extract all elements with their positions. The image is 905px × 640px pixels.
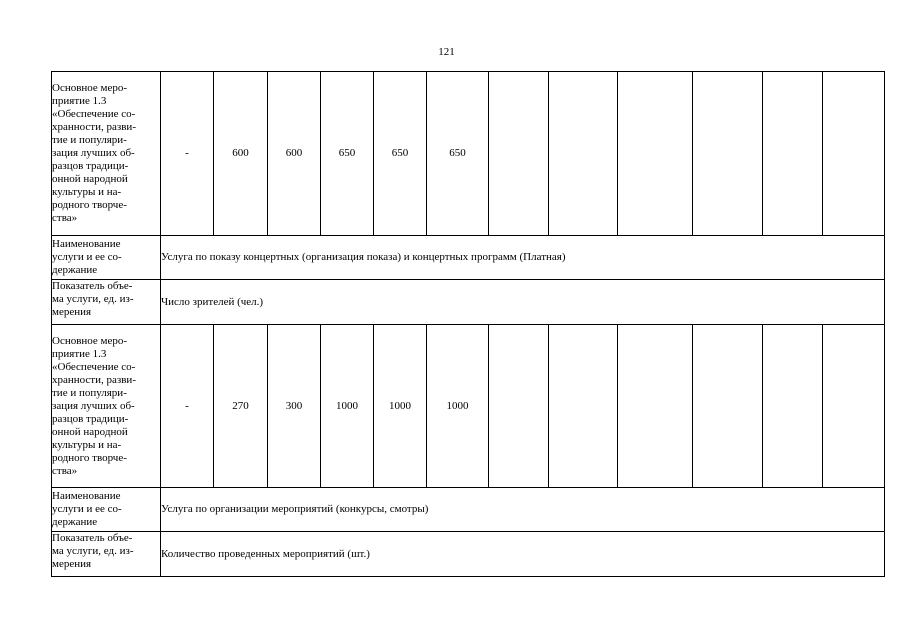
value-cell: -	[161, 72, 214, 236]
service-name-row	[52, 488, 885, 532]
empty-cell	[489, 72, 549, 236]
indicator-text: Число зрителей (чел.)	[161, 280, 885, 325]
empty-cell	[489, 325, 549, 488]
empty-cell	[823, 325, 885, 488]
value-cell: 600	[268, 72, 321, 236]
value-cell: 650	[374, 72, 427, 236]
value-cell: 650	[321, 72, 374, 236]
indicator-row	[52, 532, 885, 577]
service-name-text: Услуга по организации мероприятий (конкурсы, смотры)	[161, 488, 885, 532]
service-name-label: Наименование услуги и ее со- держание	[52, 236, 161, 280]
value-cell: 270	[214, 325, 268, 488]
empty-cell	[618, 325, 693, 488]
event-row	[52, 72, 885, 236]
event-label: Основное меро- приятие 1.3 «Обеспечение со- хранности, разви- тие и популяри- зация лучших об- разцов традици- онной народной культуры и на- родного творче- ства»	[52, 325, 161, 488]
service-name-row	[52, 236, 885, 280]
indicator-label: Показатель объе- ма услуги, ед. из- мерения	[52, 280, 161, 325]
value-cell: 1000	[321, 325, 374, 488]
indicator-label: Показатель объе- ма услуги, ед. из- мерения	[52, 532, 161, 577]
empty-cell	[823, 72, 885, 236]
empty-cell	[693, 325, 763, 488]
event-label: Основное меро- приятие 1.3 «Обеспечение со- хранности, разви- тие и популяри- зация лучших об- разцов традици- онной народной культуры и на- родного творче- ства»	[52, 72, 161, 236]
value-cell: 1000	[427, 325, 489, 488]
value-cell: 300	[268, 325, 321, 488]
services-table	[51, 71, 885, 577]
empty-cell	[618, 72, 693, 236]
empty-cell	[693, 72, 763, 236]
value-cell: -	[161, 325, 214, 488]
service-name-text: Услуга по показу концертных (организация показа) и концертных программ (Платная)	[161, 236, 885, 280]
empty-cell	[549, 72, 618, 236]
service-name-label: Наименование услуги и ее со- держание	[52, 488, 161, 532]
event-row	[52, 325, 885, 488]
empty-cell	[549, 325, 618, 488]
value-cell: 1000	[374, 325, 427, 488]
value-cell: 600	[214, 72, 268, 236]
indicator-row	[52, 280, 885, 325]
value-cell: 650	[427, 72, 489, 236]
empty-cell	[763, 72, 823, 236]
indicator-text: Количество проведенных мероприятий (шт.)	[161, 532, 885, 577]
empty-cell	[763, 325, 823, 488]
page-number: 121	[438, 46, 455, 58]
